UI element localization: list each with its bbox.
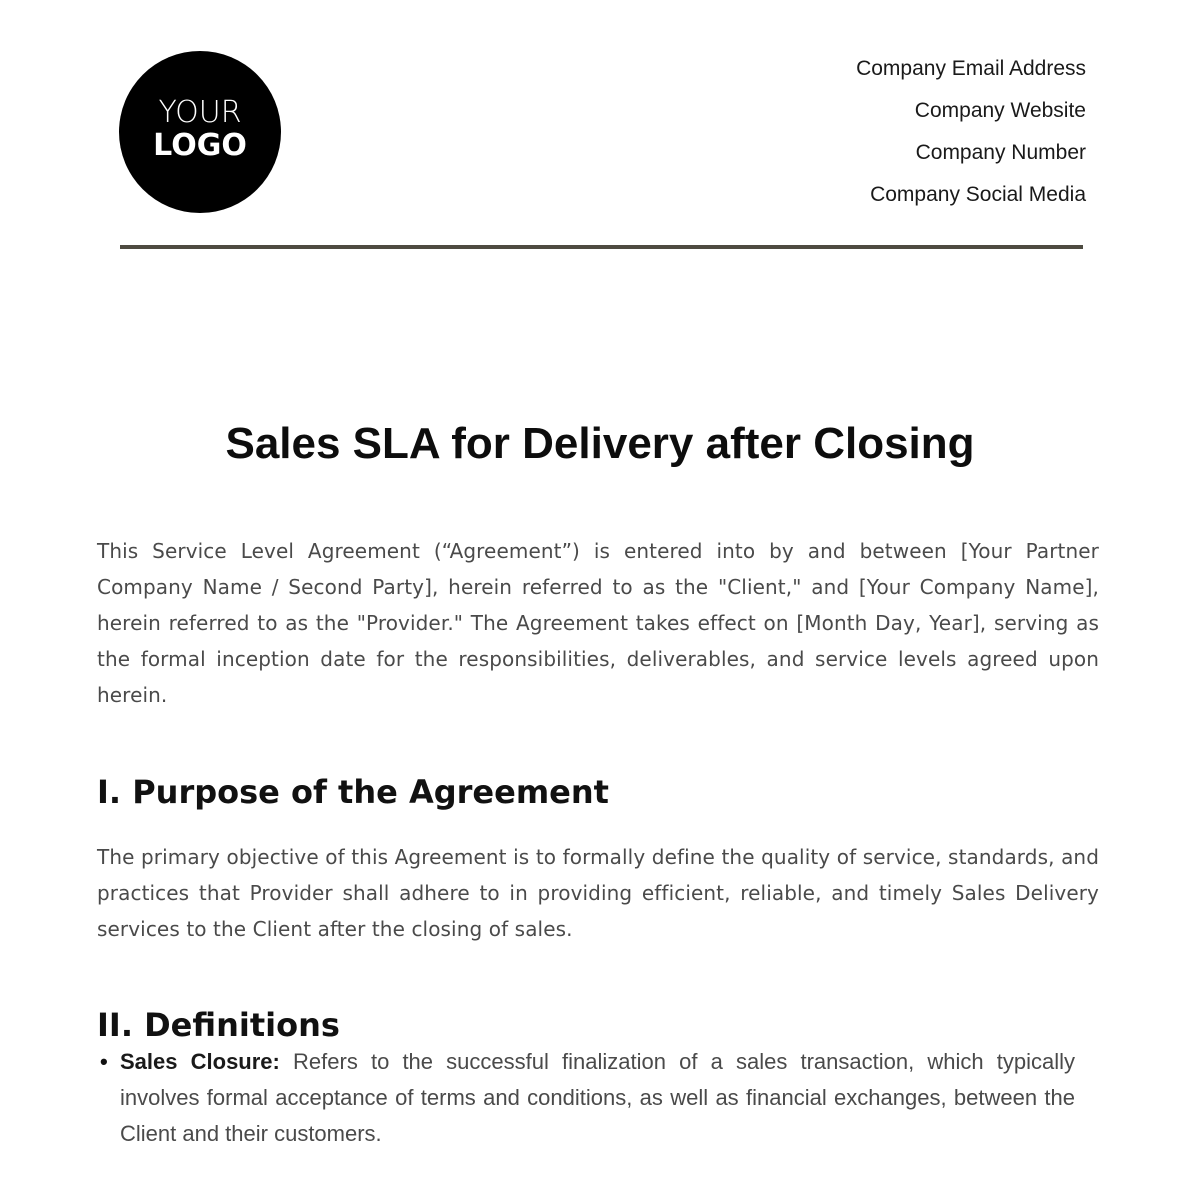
company-logo	[119, 51, 281, 213]
logo-line-your: YOUR	[158, 94, 242, 130]
definition-text: Refers to the successful finalization of a sales transaction, which typically involves formal acceptance of terms and conditions, as well as financial exchanges, between the Client and their customers.	[120, 1049, 1075, 1146]
header-divider	[120, 245, 1083, 249]
section-heading-definitions: II. Definitions	[97, 1006, 340, 1044]
definition-item-sales-closure	[100, 1044, 1075, 1152]
company-contact-block	[856, 55, 1086, 223]
document-title: Sales SLA for Delivery after Closing	[225, 419, 975, 468]
company-email: Company Email Address	[856, 57, 1086, 80]
definitions-list	[100, 1044, 1075, 1152]
purpose-paragraph: The primary objective of this Agreement is to formally define the quality of service, standards, and practices that Provider shall adhere to in providing efficient, reliable, and timely Sales Delivery services to the Client after the closing of sales.	[97, 845, 1099, 941]
logo-line-logo: LOGO	[153, 127, 247, 163]
definition-term: Sales Closure:	[120, 1049, 280, 1074]
section-heading-purpose: I. Purpose of the Agreement	[97, 773, 609, 811]
intro-paragraph: This Service Level Agreement (“Agreement”) is entered into by and between [Your Partner Company Name / Second Party], herein referred to as the "Client," and [Your Company Name], herein referred to as the "Provider." The Agreement takes effect on [Month Day, Year], serving as the formal inception date for the responsibilities, deliverables, and service levels agreed upon herein.	[97, 539, 1099, 707]
bullet-icon: •	[100, 1049, 108, 1074]
company-website: Company Website	[914, 99, 1086, 122]
company-social-media: Company Social Media	[870, 183, 1086, 206]
company-number: Company Number	[915, 141, 1086, 164]
